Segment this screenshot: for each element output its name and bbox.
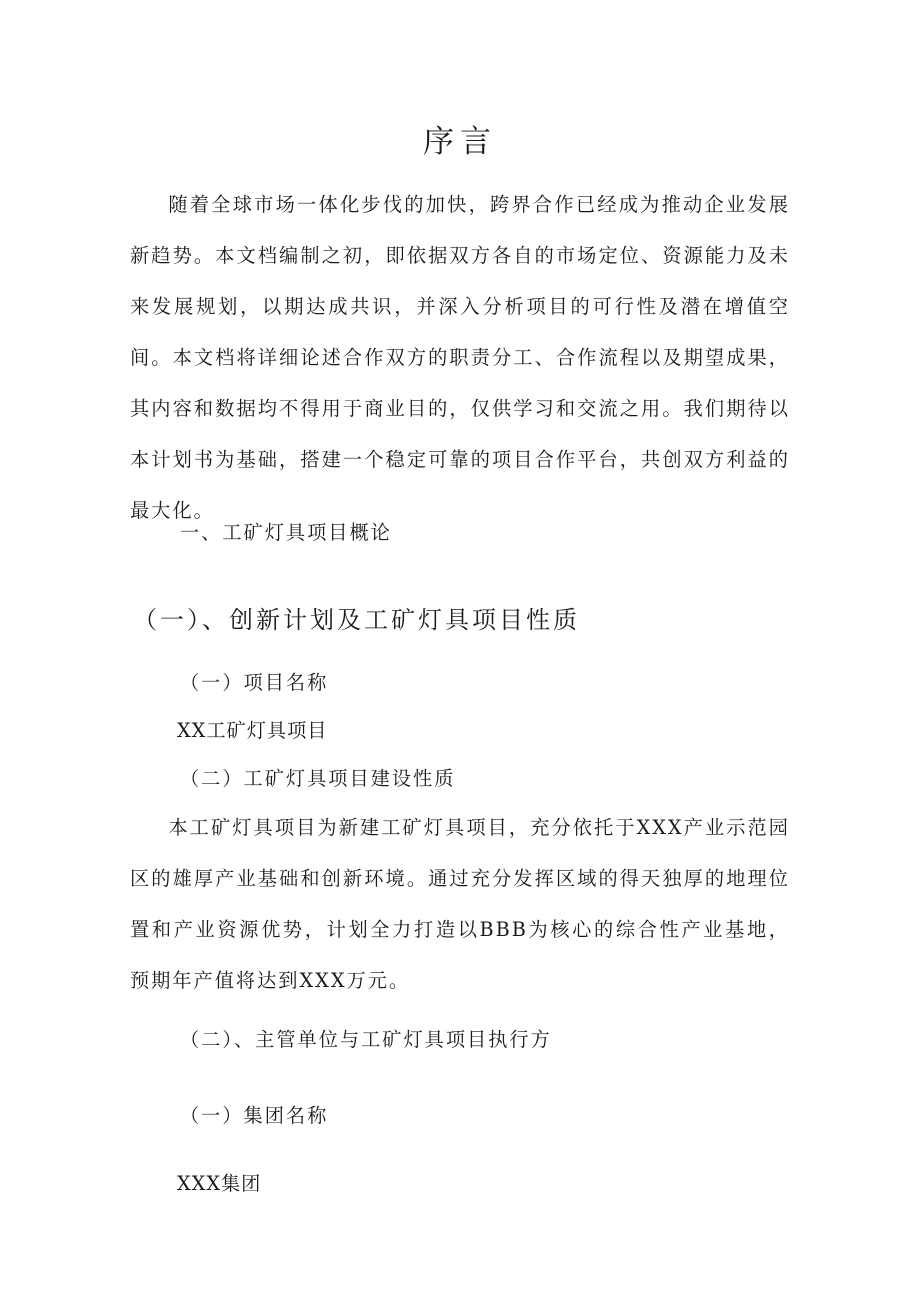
item-label-project-name: （一）项目名称 bbox=[180, 671, 329, 694]
construction-nature-paragraph: 本工矿灯具项目为新建工矿灯具项目，充分依托于XXX产业示范园区的雄厚产业基础和创新环境。通过充分发挥区域的得天独厚的地理位置和产业资源优势，计划全力打造以BBB为核心的综合性产业基地，预期年产值将达到XXX万元。 bbox=[130, 816, 790, 992]
section-heading: 一、工矿灯具项目概论 bbox=[180, 521, 392, 544]
item-value-group-name: XXX集团 bbox=[177, 1172, 262, 1195]
preface-paragraph: 随着全球市场一体化步伐的加快，跨界合作已经成为推动企业发展新趋势。本文档编制之初，即依据双方各自的市场定位、资源能力及未来发展规划，以期达成共识，并深入分析项目的可行性及潜在增值空间。本文档将详细论述合作双方的职责分工、合作流程以及期望成果，其内容和数据均不得用于商业目的，仅供学习和交流之用。我们期待以本计划书为基础，搭建一个稳定可靠的项目合作平台，共创双方利益的最大化。 bbox=[130, 193, 790, 522]
item-label-construction-nature: （二）工矿灯具项目建设性质 bbox=[180, 767, 456, 790]
item-value-project-name: XX工矿灯具项目 bbox=[177, 719, 328, 742]
subsection-heading: （一）、创新计划及工矿灯具项目性质 bbox=[133, 606, 580, 634]
subsection-heading-executor: （二）、主管单位与工矿灯具项目执行方 bbox=[180, 1028, 552, 1051]
item-label-group-name: （一）集团名称 bbox=[180, 1104, 329, 1127]
page-title: 序言 bbox=[423, 124, 497, 160]
